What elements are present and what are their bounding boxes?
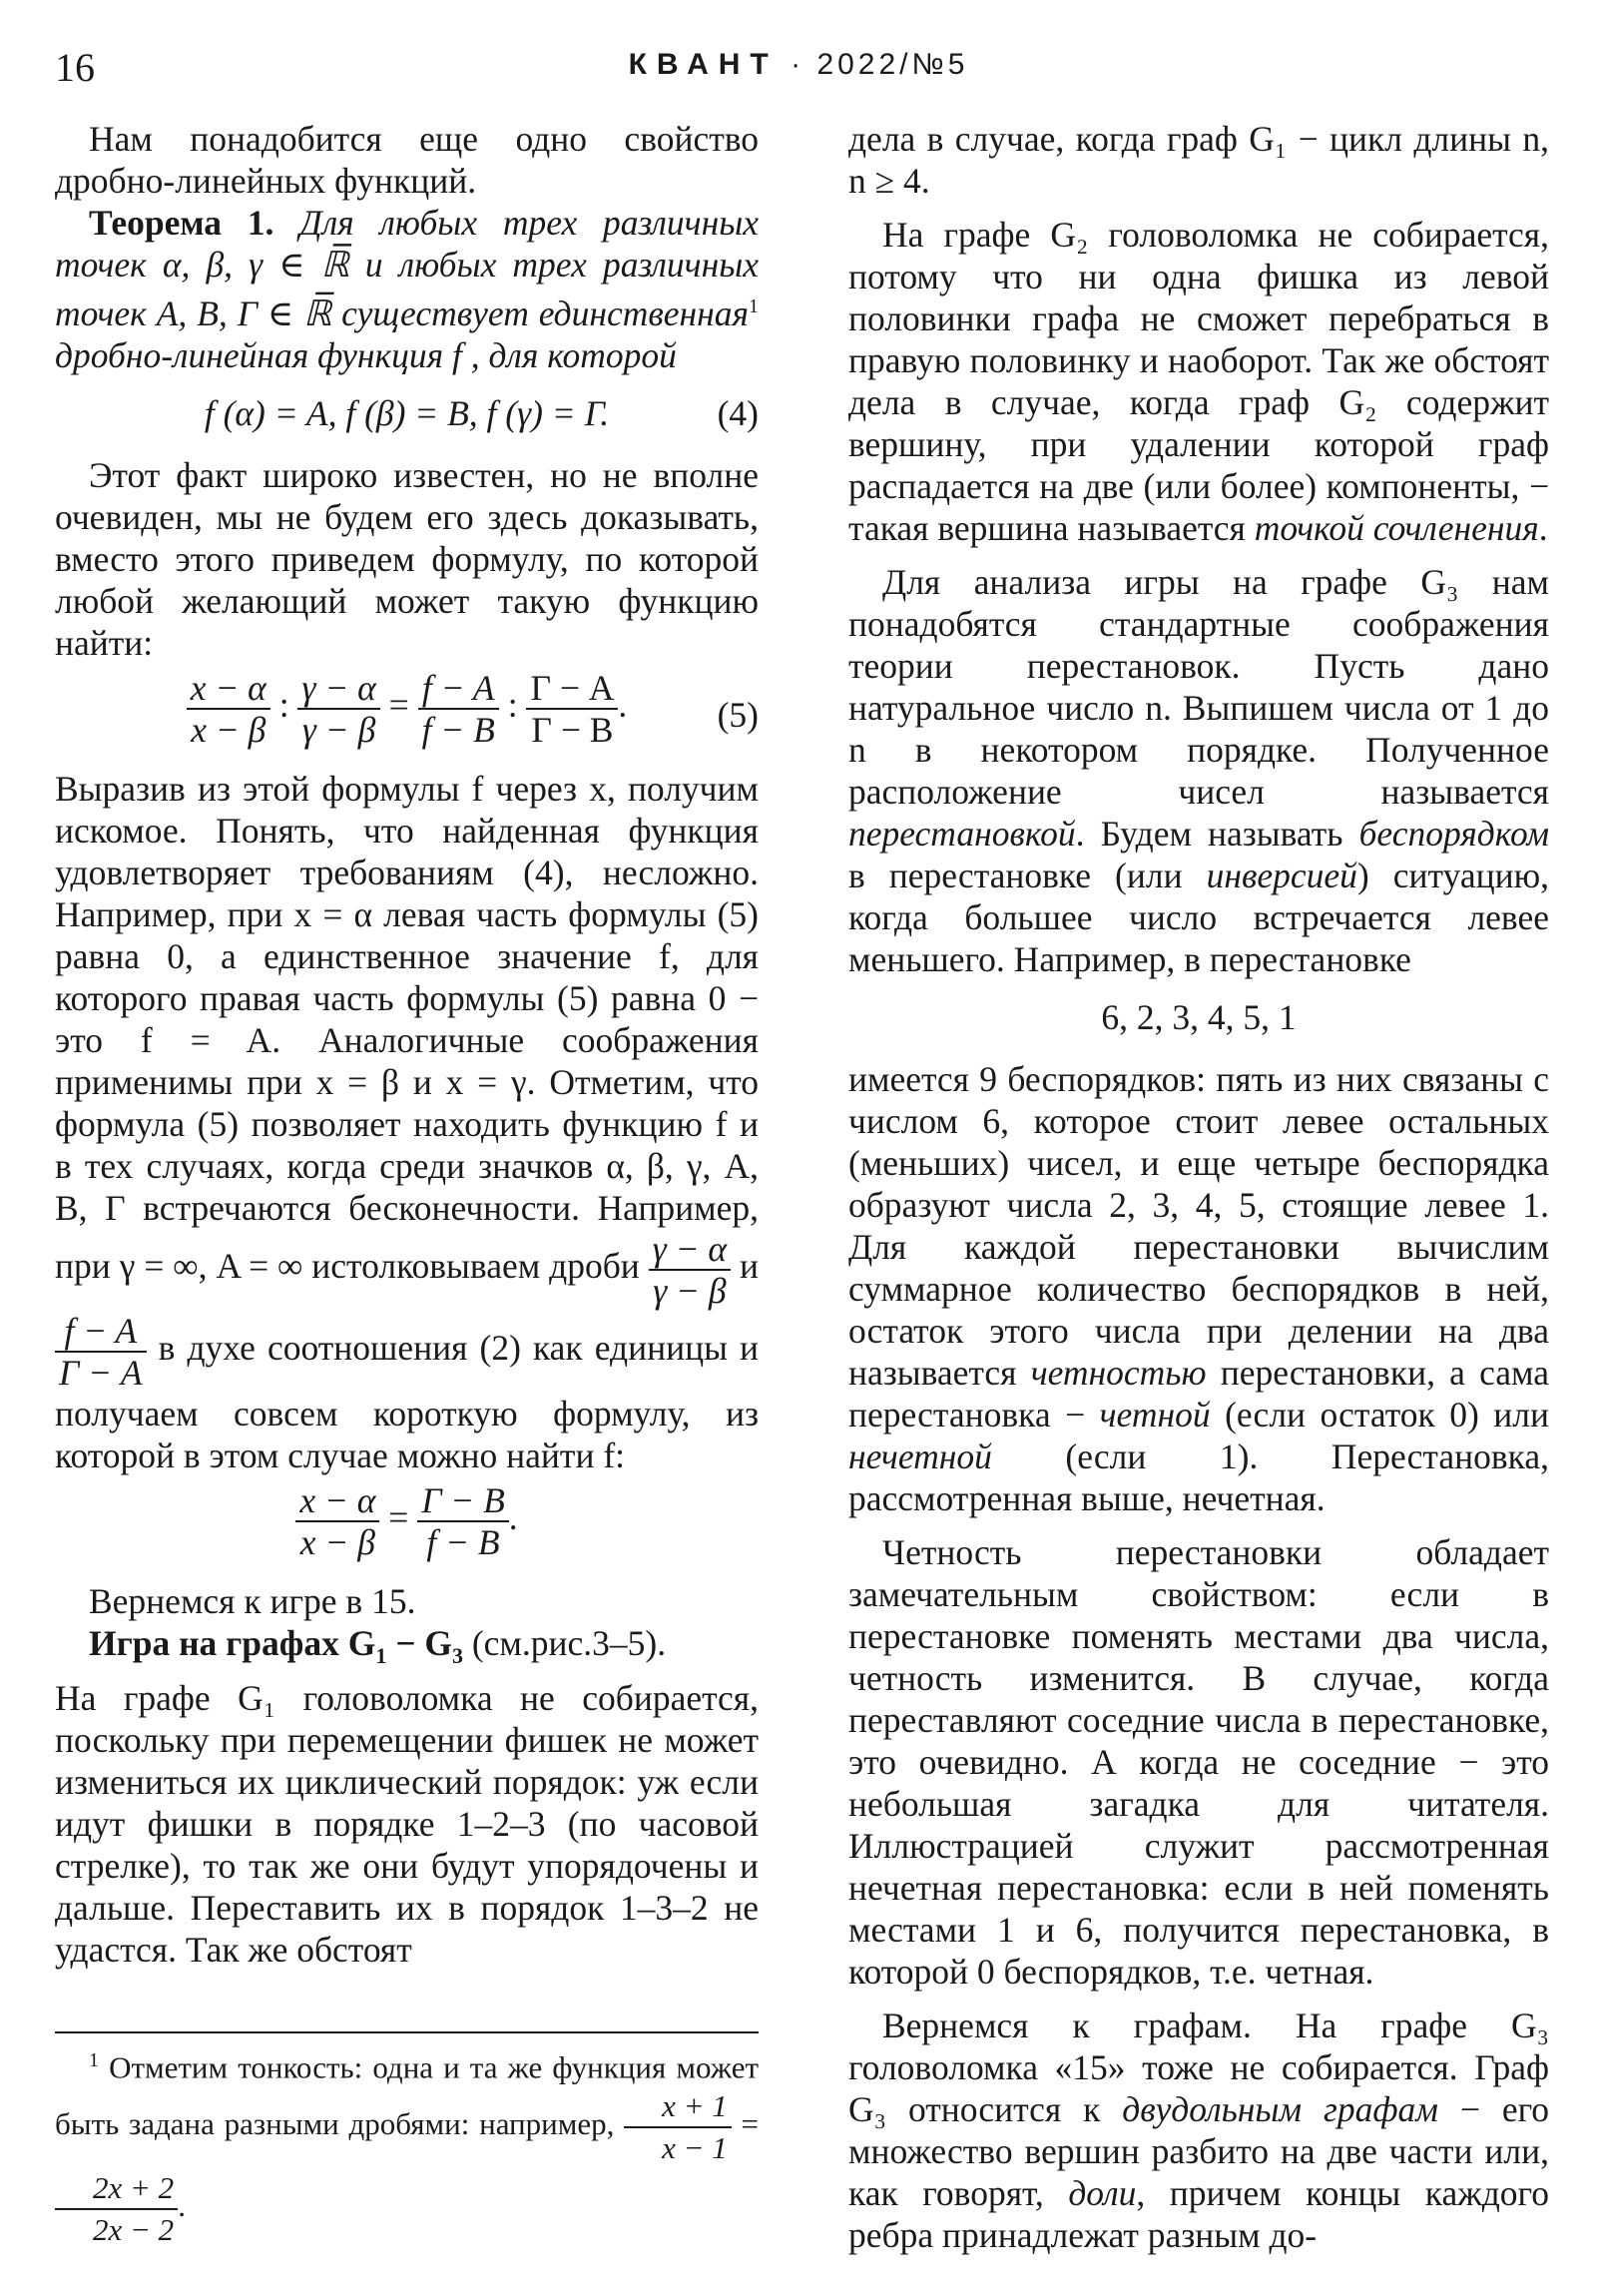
theorem-label: Теорема 1. [89, 203, 274, 243]
equation-5-number: (5) [717, 694, 759, 735]
ratio-sign: : [507, 684, 518, 725]
paragraph-cycle: дела в случае, когда граф G₁ − цикл длины n, n ≥ 4. [848, 119, 1549, 201]
theorem-1 [55, 202, 759, 376]
term-parity: четностью [1030, 1353, 1207, 1393]
left-column [55, 118, 759, 1971]
journal-title: КВАНТ [628, 48, 779, 81]
theorem-statement: Для любых трех различных точек α, β, γ ∈ ℝ̅ и любых трех различных точек A, B, Γ ∈ ℝ̅ существует единственная [55, 203, 760, 333]
footnote: $^1$ Отметим тонкость: одна и та же функция может быть задана разными дробями: например, $\frac{x + 1}{x - 1}$ = $\frac{2x + 2}{2x - 2}$ . [55, 2041, 759, 2250]
term-bipartite-graph: двудольным графам [1122, 2089, 1438, 2129]
footnote-fraction-1: $\frac{x + 1}{x - 1}$ [624, 2086, 732, 2168]
ratio-sign: : [278, 684, 289, 725]
footnote-text: Отметим тонкость: одна и та же функция может быть задана разными дробями: например, [55, 2049, 760, 2142]
fraction-gamma-alpha: $\frac{\gamma - \alpha}{\gamma - \beta}$ [297, 668, 379, 750]
paragraph-parity-property: Четность перестановки обладает замечательным свойством: если в перестановке поменять местами два числа, четность изменится. В случае, когда переставляют соседние числа в перестановке, это очевидно. А когда не соседние − это небольшая загадка для читателя. Иллюстрацией служит рассмотренная нечетная перестановка: если в ней поменять местами 1 и 6, получится перестановка, в которой 0 беспорядков, т.е. четная. [848, 1532, 1549, 1992]
equals-sign: = [388, 684, 409, 725]
term-disorder: беспорядком [1358, 814, 1550, 854]
paragraph-g2: На графе G₂ головоломка не собирается, потому что ни одна фишка из левой половинки графа не сможет перебраться в правую половинку и наоборот. Так же обстоят дела в случае, когда граф G₂ содержит вершину, при удалении которой граф распадается на две (или более) компоненты, − такая вершина называется точкой сочленения. [848, 215, 1549, 548]
equation-6: $\frac{x - \alpha}{x - \beta}$ = $\frac{\Gamma - B}{f - B}$ . [55, 1480, 759, 1576]
paragraph-permutations: Для анализа игры на графе G₃ нам понадобятся стандартные соображения теории перестановок. Пусть дано натуральное число n. Выпишем числа от 1 до n в некотором порядке. Полученное расположение чисел называется перестановкой. Будем называть беспорядком в перестановке (или инверсией) ситуацию, когда большее число встречается левее меньшего. Например, в перестановке [848, 562, 1550, 979]
fraction-f-A: $\frac{f - A}{f - B}$ [418, 668, 499, 750]
header-separator: · [791, 48, 805, 81]
inline-fraction-f: $\frac{f - A}{\Gamma - A}$ [55, 1311, 147, 1393]
footnote-fraction-2: $\frac{2x + 2}{2x - 2}$ [55, 2168, 178, 2250]
example-permutation: 6, 2, 3, 4, 5, 1 [1101, 997, 1297, 1037]
term-permutation: перестановкой [848, 814, 1076, 854]
paragraph-fact: Этот факт широко известен, но не вполне очевиден, мы не будем его здесь доказывать, вместо этого приведем формулу, по которой любой желающий может такую функцию найти: [55, 454, 759, 663]
paragraph-derivation: Выразив из этой формулы f через x, получим искомое. Понять, что найденная функция удовлетворяет требованиям (4), несложно. Например, при x = α левая часть формулы (5) равна 0, а единственное значение f, для которого правая часть формулы (5) равна 0 − это f = A. Аналогичные соображения применимы при x = β и x = γ. Отметим, что формула (5) позволяет находить функцию f и в тех случаях, когда среди значков α, β, γ, A, B, Γ встречаются бесконечности. Например, при γ = ∞, A = ∞ истолковываем дроби $\frac{\gamma - \alpha}{\gamma - \beta}$ и $\frac{f - A}{\Gamma - A}$ в духе соотношения (2) как единицы и получаем совсем короткую формулу, из которой в этом случае можно найти f: [55, 768, 759, 1475]
term-even: четной [1099, 1395, 1211, 1435]
paragraph-g1: На графе G₁ головоломка не собирается, поскольку при перемещении фишек не может измениться их циклический порядок: уж если идут фишки в порядке 1–2–3 (по часовой стрелке), то так же они будут упорядочены и дальше. Переставить их в порядок 1–3–2 не удастся. Так же обстоят [55, 1677, 759, 1970]
inline-fraction-gamma: $\frac{\gamma - \alpha}{\gamma - \beta}$ [649, 1229, 731, 1311]
term-articulation-point: точкой сочленения [1254, 508, 1539, 548]
page-number: 16 [55, 45, 95, 90]
equation-4-body: f (α) = A, f (β) = B, f (γ) = Γ. [204, 392, 610, 433]
paragraph-bipartite: Вернемся к графам. На графе G₃ головоломка «15» тоже не собирается. Граф G₃ относится к двудольным графам − его множество вершин разбито на две части или, как говорят, доли, причем концы каждого ребра принадлежат разным до- [848, 2006, 1550, 2255]
fraction-x-alpha: $\frac{x - \alpha}{x - \beta}$ [187, 668, 270, 750]
running-header [0, 48, 1597, 82]
journal-issue: 2022/№5 [816, 48, 969, 81]
equation-4 [55, 382, 759, 448]
footnote-rule [55, 2031, 759, 2033]
section-game-graphs: Игра на графах $G_1 - G_3$ (см.рис.3–5). [89, 1622, 667, 1668]
equation-4-number: (4) [717, 392, 759, 433]
term-parts: доли [1068, 2173, 1137, 2213]
fraction-Gamma-A: $\frac{\Gamma - A}{\Gamma - B}$ [526, 668, 618, 750]
paragraph-parity: имеется 9 беспорядков: пять из них связаны с числом 6, которое стоит левее остальных (меньших) чисел, и еще четыре беспорядка образуют числа 2, 3, 4, 5, стоящие левее 1. Для каждой перестановки вычислим суммарное количество беспорядков в ней, остаток этого числа при делении на два называется четностью перестановки, а сама перестановка − четной (если остаток 0) или нечетной (если 1). Перестановка, рассмотренная выше, нечетная. [848, 1059, 1550, 1518]
term-odd: нечетной [848, 1436, 992, 1476]
equation-5: $\frac{x - \alpha}{x - \beta}$ : $\frac{\gamma - \alpha}{\gamma - \beta}$ = $\frac{f - A}{f - B}$ : $\frac{\Gamma - A}{\Gamma - B}$ . (5) [55, 668, 759, 764]
footnote-ref: 1 [749, 295, 759, 317]
paragraph-intro: Нам понадобится еще одно свойство дробно-линейных функций. [55, 119, 759, 201]
theorem-statement-end: дробно-линейная функция f , для которой [55, 334, 677, 375]
footnote-mark: 1 [89, 2049, 99, 2071]
term-inversion: инверсией [1206, 856, 1357, 895]
paragraph-return: Вернемся к игре в 15. [89, 1580, 416, 1621]
right-column [848, 118, 1549, 2256]
